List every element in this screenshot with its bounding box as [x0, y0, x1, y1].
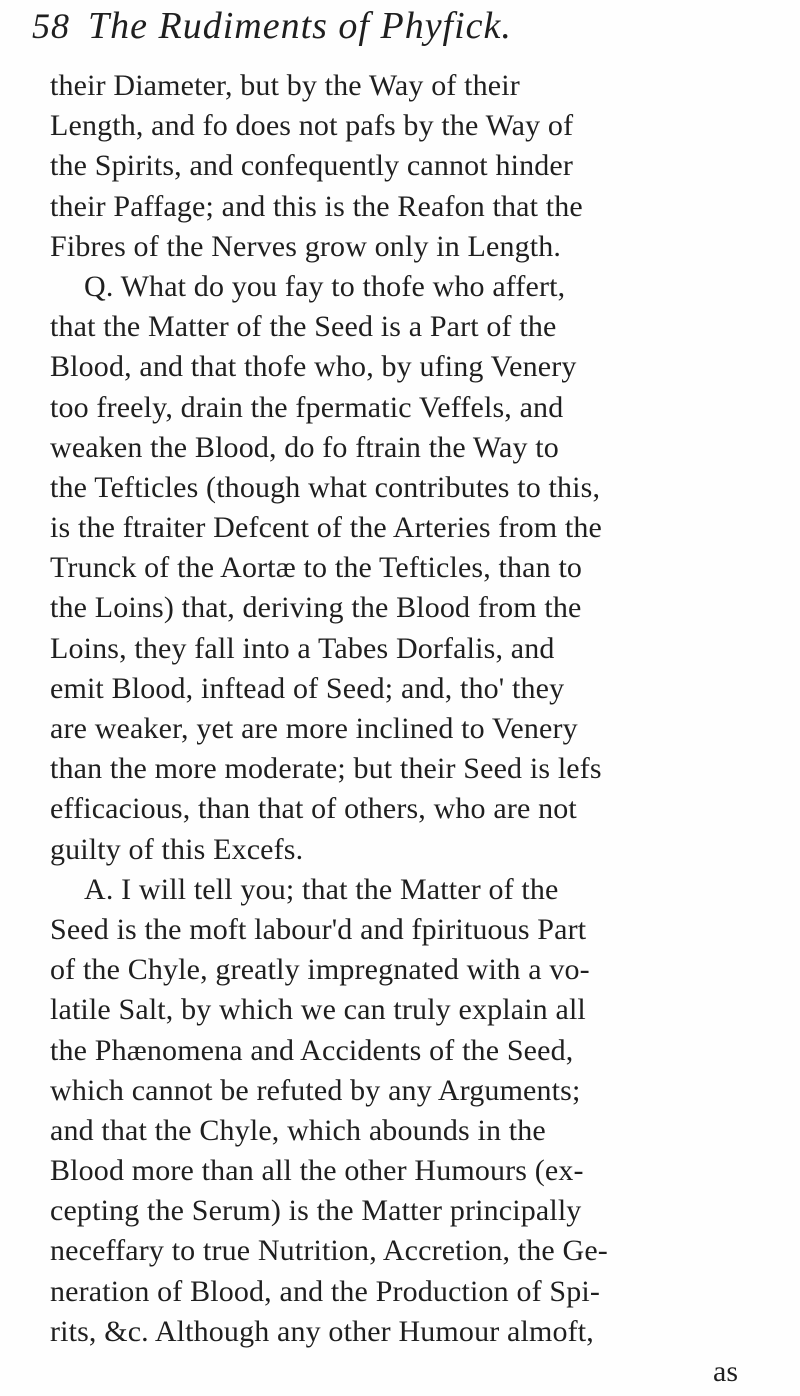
text-line: of the Chyle, greatly impregnated with a vo-	[50, 953, 590, 987]
text-line: the Tefticles (though what contributes to this,	[50, 470, 601, 504]
text-line: rits, &c. Although any other Humour almoft,	[50, 1314, 594, 1348]
text-line: weaken the Blood, do fo ftrain the Way to	[50, 430, 559, 464]
text-line: the Loins) that, deriving the Blood from the	[50, 591, 582, 625]
text-line: neceffary to true Nutrition, Accretion, the Ge-	[50, 1234, 608, 1268]
text-line: latile Salt, by which we can truly explain all	[50, 993, 586, 1027]
text-line: than the more moderate; but their Seed is lefs	[50, 752, 602, 786]
text-line: their Diameter, but by the Way of their	[50, 69, 520, 102]
text-line: too freely, drain the fpermatic Veffels, and	[50, 390, 564, 424]
text-line: Trunck of the Aortæ to the Tefticles, than to	[50, 551, 583, 585]
text-line: efficacious, than that of others, who are not	[50, 792, 577, 826]
question-line: Q. What do you fay to thofe who affert,	[84, 269, 566, 303]
text-line: the Phænomena and Accidents of the Seed,	[50, 1033, 574, 1067]
catchword: as	[713, 1355, 738, 1388]
text-line: Blood more than all the other Humours (ex-	[50, 1154, 584, 1188]
text-line: guilty of this Excefs.	[50, 832, 304, 866]
text-line: cepting the Serum) is the Matter principally	[50, 1194, 582, 1228]
text-line: which cannot be refuted by any Arguments;	[50, 1073, 581, 1107]
answer-line: A. I will tell you; that the Matter of the	[84, 872, 559, 906]
page-header	[32, 4, 752, 64]
text-line: Fibres of the Nerves grow only in Length.	[50, 229, 562, 263]
text-line: that the Matter of the Seed is a Part of the	[50, 310, 557, 344]
body-text	[50, 66, 760, 1392]
text-line: their Paffage; and this is the Reafon that the	[50, 189, 583, 223]
text-line: Loins, they fall into a Tabes Dorfalis, and	[50, 631, 555, 665]
text-line: and that the Chyle, which abounds in the	[50, 1113, 546, 1147]
page-number: 58	[32, 6, 70, 46]
text-line: the Spirits, and confequently cannot hinder	[50, 149, 573, 183]
text-line: is the ftraiter Defcent of the Arteries from the	[50, 511, 602, 545]
running-title: The Rudiments of Phyfick.	[88, 5, 512, 47]
text-line: neration of Blood, and the Production of Spi-	[50, 1274, 601, 1308]
text-line: Length, and fo does not pafs by the Way of	[50, 109, 574, 143]
text-line: Blood, and that thofe who, by ufing Venery	[50, 350, 577, 384]
text-line: are weaker, yet are more inclined to Venery	[50, 712, 578, 745]
text-line: emit Blood, inftead of Seed; and, tho' they	[50, 671, 565, 705]
text-line: Seed is the moft labour'd and fpirituous Part	[50, 912, 587, 946]
